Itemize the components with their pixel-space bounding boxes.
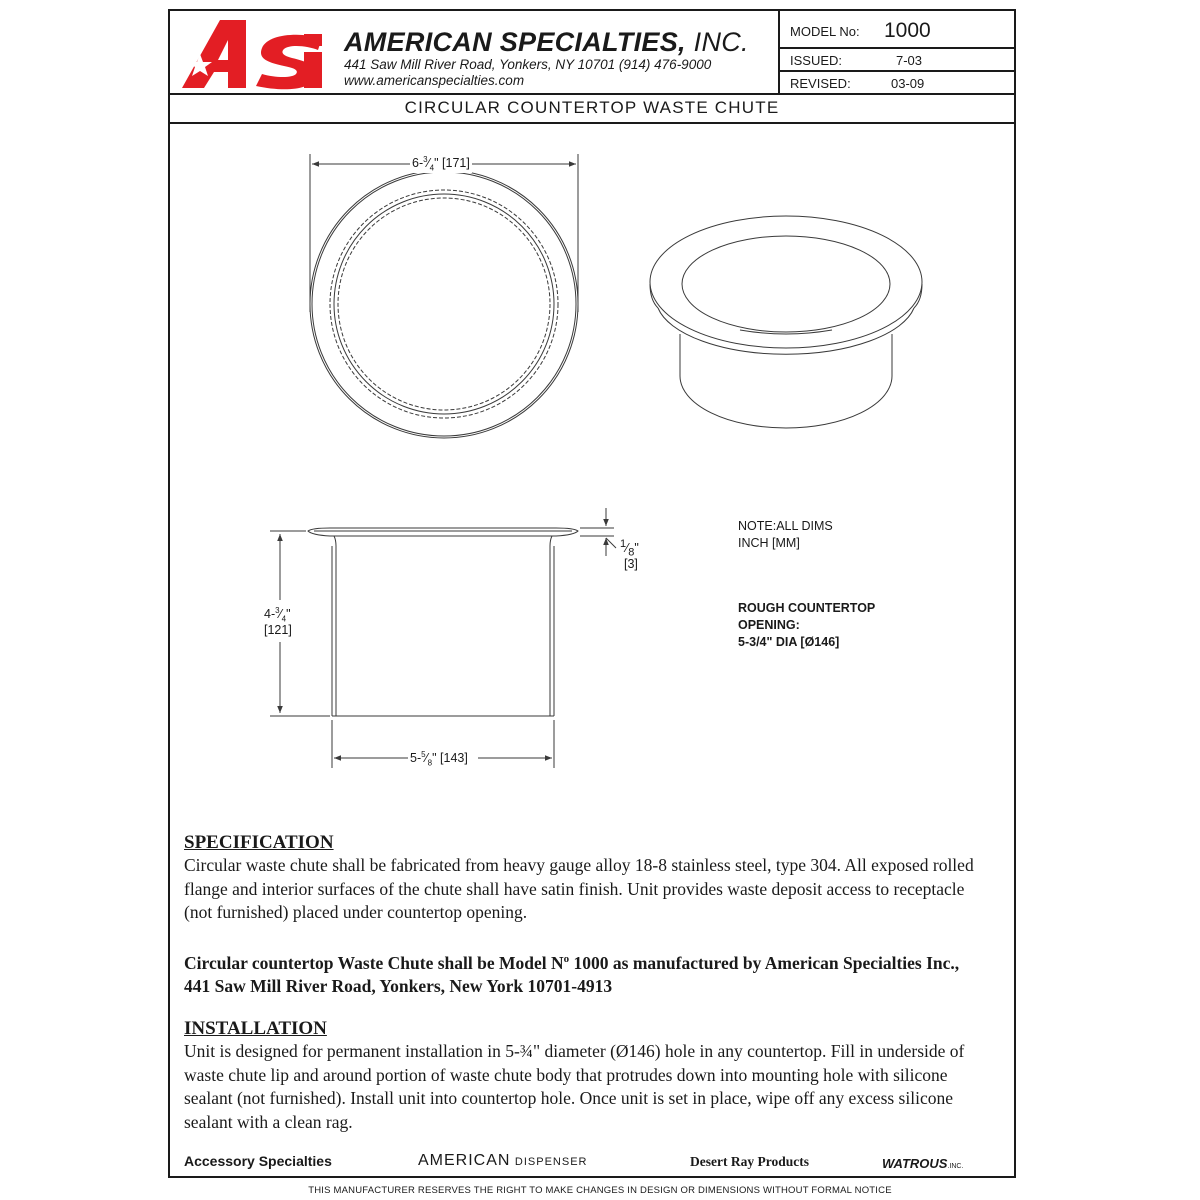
- revised-value: 03-09: [891, 76, 925, 91]
- specification-heading: SPECIFICATION: [184, 832, 334, 853]
- height-dimension: $4-^3⁄_4$": [264, 606, 291, 624]
- note-line: INCH [MM]: [738, 536, 800, 550]
- issued-value: 7-03: [896, 53, 923, 68]
- brand-american-dispenser: AMERICAN DISPENSER: [418, 1152, 588, 1169]
- installation-text: [184, 1040, 964, 1134]
- specification-line: (not furnished) placed under countertop opening.: [184, 902, 528, 922]
- height-dimension-mm: [121]: [264, 623, 292, 637]
- company-address: 441 Saw Mill River Road, Yonkers, NY 10701 (914) 476-9000: [344, 57, 712, 72]
- brand-watrous: WATROUS.INC.: [882, 1156, 964, 1171]
- brand-accessory-specialties: Accessory Specialties: [184, 1153, 332, 1169]
- specification-text: [184, 854, 974, 925]
- model-label: MODEL No:: [790, 24, 860, 39]
- specification-model-statement: Circular countertop Waste Chute shall be Model $N^o$ 1000 as manufactured by American Specialties Inc., 441 Saw Mill River Road, Yonkers, New York 10701-4913: [184, 952, 960, 997]
- company-website: www.americanspecialties.com: [344, 73, 525, 88]
- top-width-dimension: $6-^3⁄_4$" [171]: [412, 155, 470, 173]
- isometric-view: [650, 216, 922, 428]
- rough-opening-line: 5-3/4" DIA [Ø146]: [738, 635, 840, 649]
- flange-dimension: $^1⁄_8$": [620, 538, 639, 559]
- specification-line: Circular waste chute shall be fabricated from heavy gauge alloy 18-8 stainless steel, type 304. All exposed rolled: [184, 855, 974, 875]
- rough-opening-line: ROUGH COUNTERTOP: [738, 601, 876, 615]
- side-view: [270, 508, 616, 768]
- drawing-title: CIRCULAR COUNTERTOP WASTE CHUTE: [404, 98, 780, 117]
- installation-heading: INSTALLATION: [184, 1018, 327, 1039]
- bottom-width-dimension: $5-^5⁄_8$" [143]: [410, 750, 468, 768]
- top-view: [310, 154, 578, 438]
- model-value: 1000: [884, 19, 931, 42]
- specification-line: flange and interior surfaces of the chute shall have satin finish. Unit provides waste deposit access to receptacle: [184, 878, 965, 899]
- rough-opening-line: OPENING:: [738, 618, 800, 632]
- installation-line: Unit is designed for permanent installation in 5-¾" diameter (Ø146) hole in any countertop. Fill in underside of: [184, 1041, 965, 1061]
- flange-dimension-mm: [3]: [624, 557, 638, 571]
- installation-line: waste chute lip and around portion of waste chute body that protrudes down into mounting hole with silicone: [184, 1064, 948, 1085]
- note-line: NOTE:ALL DIMS: [738, 519, 833, 533]
- brand-desert-ray: Desert Ray Products: [690, 1154, 809, 1169]
- issued-label: ISSUED:: [790, 53, 843, 68]
- company-name: AMERICAN SPECIALTIES, INC.: [344, 27, 749, 57]
- disclaimer: THIS MANUFACTURER RESERVES THE RIGHT TO MAKE CHANGES IN DESIGN OR DIMENSIONS WITHOUT FORMAL NOTICE: [308, 1185, 892, 1196]
- revised-label: REVISED:: [790, 76, 851, 91]
- installation-line: sealant with a clean rag.: [184, 1111, 353, 1132]
- installation-line: sealant (not furnished). Install unit into countertop hole. Once unit is set in place, wipe off any excess silicone: [184, 1088, 953, 1108]
